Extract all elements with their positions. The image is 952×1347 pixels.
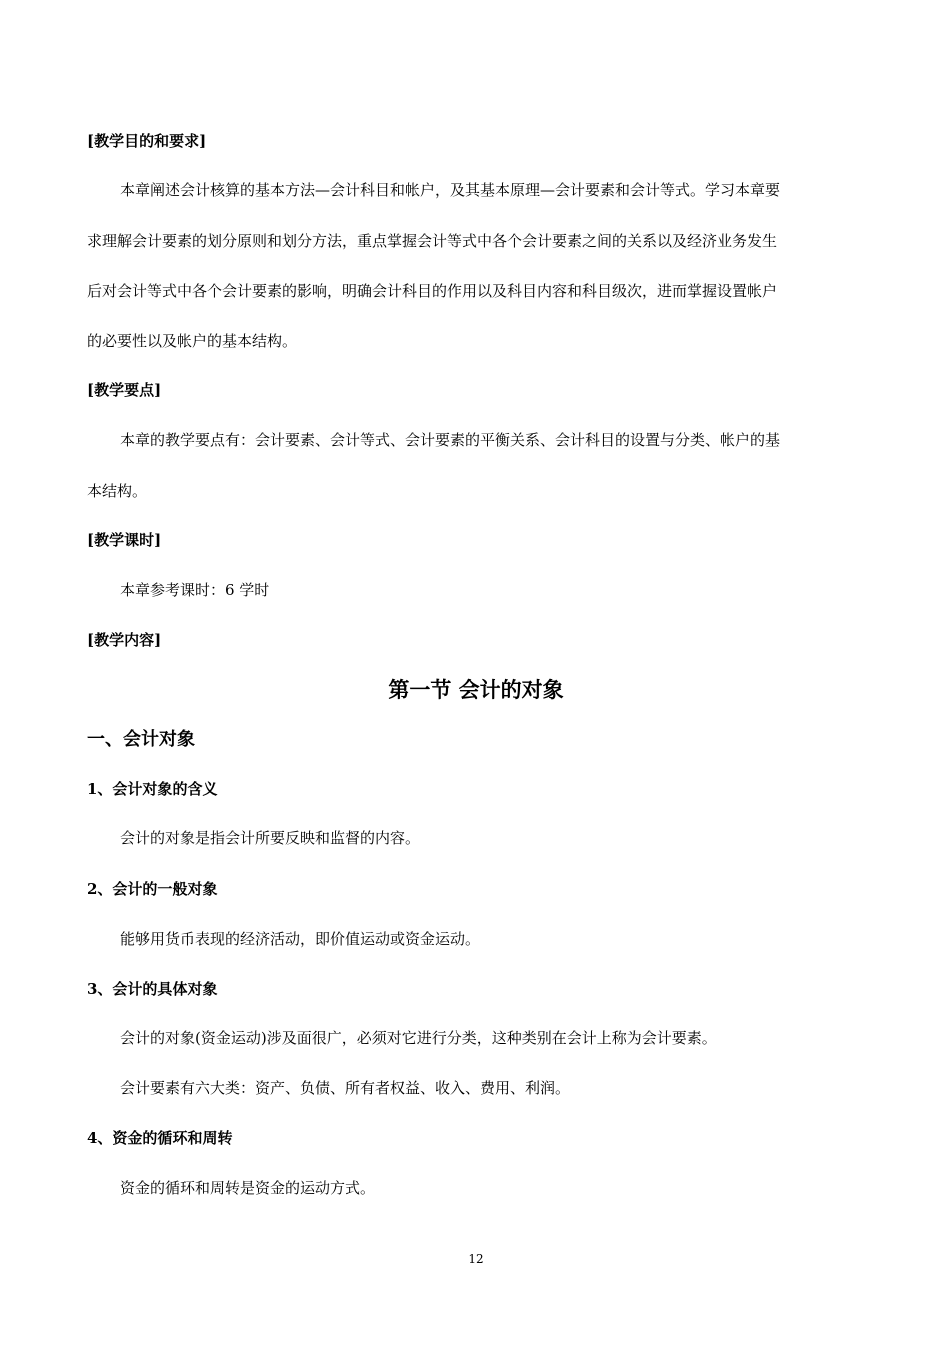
page-number: 12: [468, 1252, 484, 1266]
subsection-heading-2: 2、会计的一般对象: [87, 880, 218, 898]
objectives-line-1: 本章阐述会计核算的基本方法—会计科目和帐户，及其基本原理—会计要素和会计等式。学习本章要: [120, 181, 781, 199]
subsection-heading-3: 3、会计的具体对象: [87, 980, 218, 998]
subsection-heading-1: 1、会计对象的含义: [87, 780, 218, 798]
subsection-3-paragraph-1: 会计的对象(资金运动)涉及面很广，必须对它进行分类，这种类别在会计上称为会计要素。: [120, 1029, 717, 1047]
objectives-label: [教学目的和要求]: [87, 132, 207, 150]
subsection-1-paragraph-1: 会计的对象是指会计所要反映和监督的内容。: [120, 829, 421, 847]
key-points-label: [教学要点]: [87, 381, 162, 399]
objectives-line-4: 的必要性以及帐户的基本结构。: [87, 332, 298, 350]
subsection-heading-4: 4、资金的循环和周转: [87, 1129, 233, 1147]
subsection-3-paragraph-2: 会计要素有六大类：资产、负债、所有者权益、收入、费用、利润。: [120, 1079, 571, 1097]
subsection-4-paragraph-1: 资金的循环和周转是资金的运动方式。: [120, 1179, 376, 1197]
section-title: 第一节 会计的对象: [388, 677, 564, 702]
content-label: [教学内容]: [87, 631, 162, 649]
key-points-line-1: 本章的教学要点有：会计要素、会计等式、会计要素的平衡关系、会计科目的设置与分类、帐户的基: [120, 431, 781, 449]
hours-label: [教学课时]: [87, 531, 162, 549]
objectives-line-3: 后对会计等式中各个会计要素的影响，明确会计科目的作用以及科目内容和科目级次，进而掌握设置帐户: [87, 282, 778, 300]
objectives-line-2: 求理解会计要素的划分原则和划分方法，重点掌握会计等式中各个会计要素之间的关系以及经济业务发生: [87, 232, 778, 250]
heading-accounting-object: 一、会计对象: [87, 729, 195, 750]
key-points-line-2: 本结构。: [87, 482, 148, 500]
subsection-2-paragraph-1: 能够用货币表现的经济活动，即价值运动或资金运动。: [120, 930, 481, 948]
hours-text: 本章参考课时：6 学时: [120, 581, 270, 599]
